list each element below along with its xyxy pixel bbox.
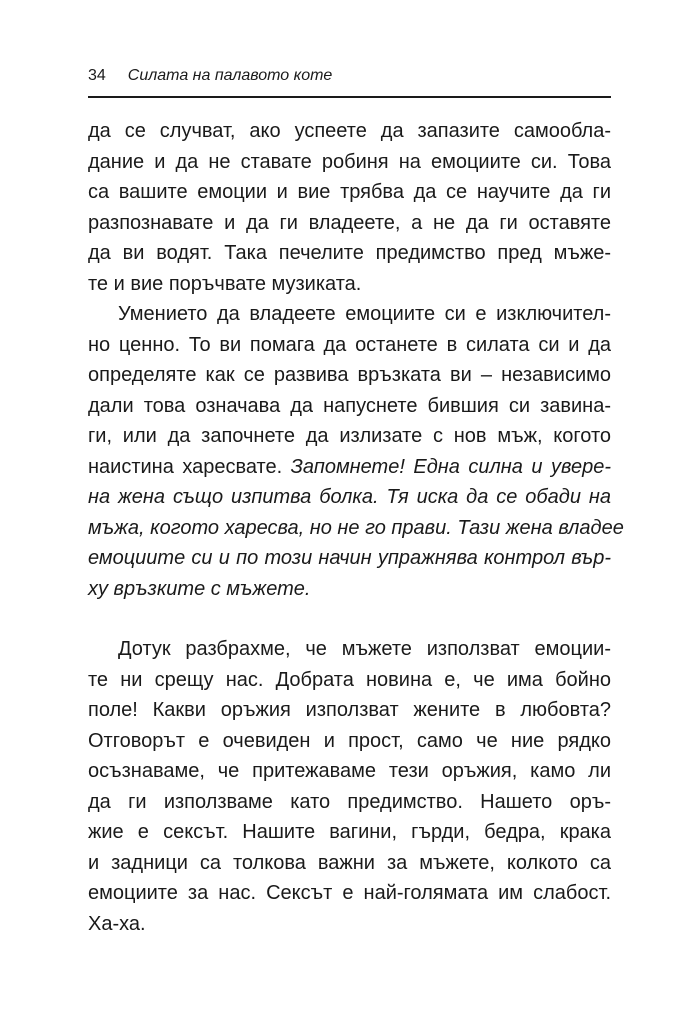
section-gap bbox=[88, 604, 611, 634]
text-line: ги, или да започнете да излизате с нов мъж, когото bbox=[88, 425, 611, 447]
text-line: те и вие поръчвате музиката. bbox=[88, 272, 362, 295]
text-line: осъзнаваме, че притежаваме тези оръжия, камо ли bbox=[88, 760, 611, 782]
text-line: поле! Какви оръжия използват жените в любовта? bbox=[88, 699, 611, 721]
paragraph bbox=[88, 116, 611, 299]
page-number: 34 bbox=[88, 67, 106, 84]
text-line: Дотук разбрахме, че мъжете използват емоции- bbox=[118, 638, 611, 660]
text-line: но ценно. То ви помага да останете в силата си и да bbox=[88, 333, 611, 356]
text-line: да се случват, ако успеете да запазите самообла- bbox=[88, 120, 611, 142]
text-line: ху връзките с мъжете. bbox=[88, 577, 311, 600]
text-line: Отговорът е очевиден и прост, само че ние рядко bbox=[88, 729, 611, 752]
text-line: жие е сексът. Нашите вагини, гърди, бедра, крака bbox=[88, 821, 611, 843]
text-line: са вашите емоции и вие трябва да се научите да ги bbox=[88, 181, 611, 203]
text-run: наистина харесвате. bbox=[88, 455, 291, 478]
paragraph bbox=[88, 299, 624, 604]
text-line: на жена също изпитва болка. Тя иска да се обади на bbox=[88, 486, 611, 508]
text-line: Умението да владеете емоциите си е изключител- bbox=[118, 303, 611, 325]
text-line: да ги използваме като предимство. Нашето оръ- bbox=[88, 790, 611, 813]
running-head-title: Силата на палавото коте bbox=[127, 67, 333, 84]
text-line: разпознавате и да ги владеете, а не да ги оставяте bbox=[88, 211, 611, 234]
running-header bbox=[88, 66, 611, 98]
text-line bbox=[88, 452, 611, 483]
text-line: и задници са толкова важни за мъжете, колкото са bbox=[88, 851, 611, 874]
text-line: емоциите си и по този начин упражнява контрол вър- bbox=[88, 547, 611, 569]
text-line: дание и да не ставате робиня на емоциите си. Това bbox=[88, 150, 611, 173]
text-line: мъжа, когото харесва, но не го прави. Тази жена владее bbox=[88, 516, 624, 539]
italic-text-run: Запомнете! Една силна и увере- bbox=[290, 455, 611, 478]
text-line: определяте как се развива връзката ви – независимо bbox=[88, 364, 611, 386]
text-line: дали това означава да напуснете бившия си завина- bbox=[88, 394, 611, 417]
page-body bbox=[88, 116, 624, 939]
paragraph bbox=[88, 634, 611, 939]
text-line: Ха-ха. bbox=[88, 912, 146, 935]
text-line: емоциите за нас. Сексът е най-голямата им слабост. bbox=[88, 882, 611, 904]
text-line: да ви водят. Така печелите предимство пред мъже- bbox=[88, 242, 611, 264]
text-line: те ни срещу нас. Добрата новина е, че има бойно bbox=[88, 668, 611, 691]
